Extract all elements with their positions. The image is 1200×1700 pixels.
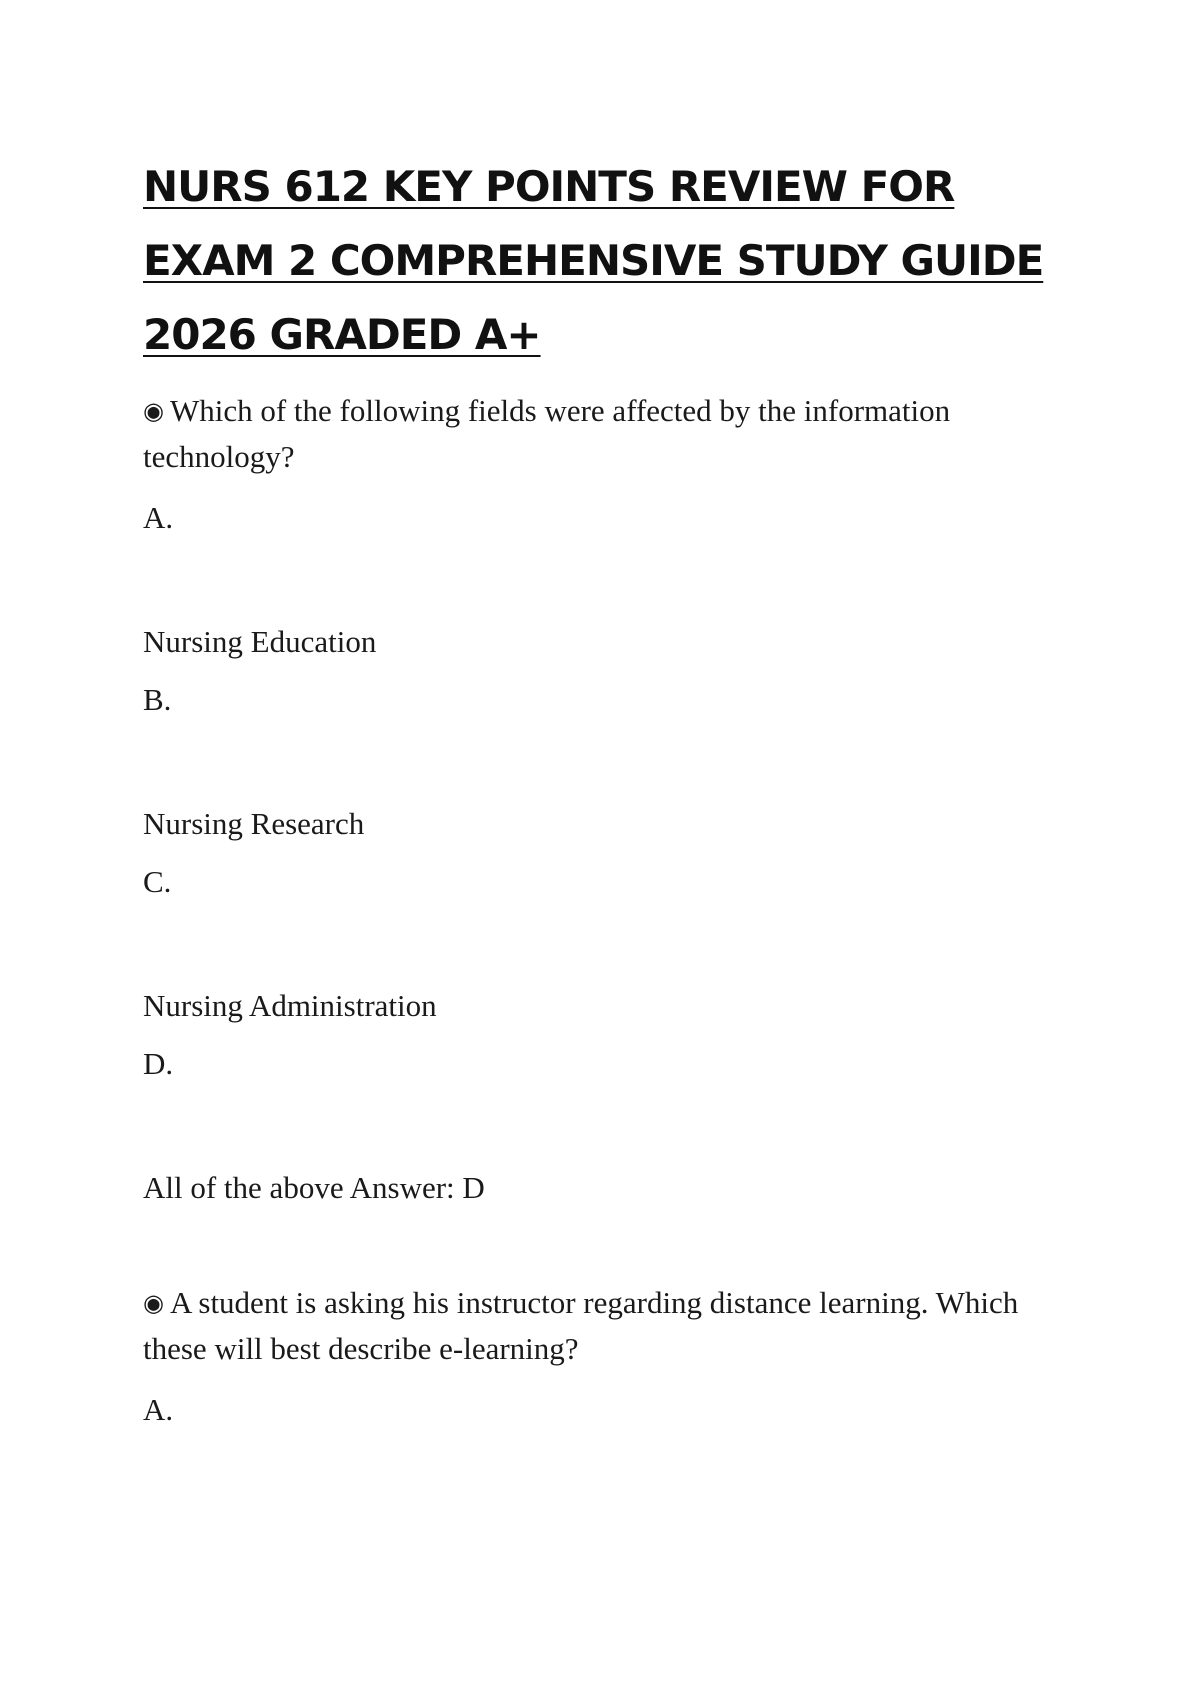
option-letter-b: B.: [143, 682, 172, 717]
document-page: [143, 150, 1083, 1430]
question-text: [143, 1280, 1083, 1372]
radio-bullet-icon: ◉: [143, 1289, 164, 1317]
document-title: NURS 612 KEY POINTS REVIEW FOR EXAM 2 COMPREHENSIVE STUDY GUIDE 2026 GRADED A+: [143, 162, 1044, 359]
option-letter-a: A.: [143, 500, 174, 535]
question-1: [143, 388, 1083, 1208]
option-letter-a: A.: [143, 1392, 174, 1427]
spacer: [143, 1208, 1083, 1280]
question-2: [143, 1280, 1083, 1430]
option-text-a: Nursing Education: [143, 624, 377, 659]
option-letter-c: C.: [143, 864, 172, 899]
option-text-c: Nursing Administration: [143, 988, 437, 1023]
question-text: [143, 388, 1083, 480]
option-text-d-answer: All of the above Answer: D: [143, 1170, 485, 1205]
option-text-b: Nursing Research: [143, 806, 365, 841]
radio-bullet-icon: ◉: [143, 397, 164, 425]
question-1-text: Which of the following fields were affected by the information technology?: [143, 393, 951, 474]
option-letter-d: D.: [143, 1046, 174, 1081]
question-2-text: A student is asking his instructor regarding distance learning. Which these will best describe e-learning?: [143, 1285, 1019, 1366]
